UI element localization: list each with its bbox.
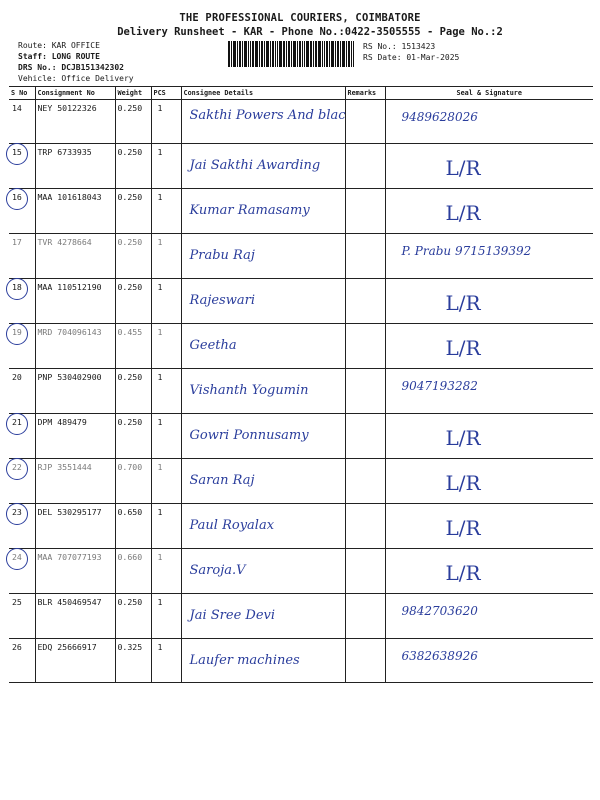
cell-pcs: 1 bbox=[151, 279, 181, 324]
cell-weight: 0.250 bbox=[115, 100, 151, 144]
sno-text: 26 bbox=[12, 642, 22, 652]
signature-handwriting: P. Prabu 9715139392 bbox=[401, 244, 532, 258]
signature-handwriting: L/R bbox=[445, 201, 481, 225]
consignee-handwriting: Rajeswari bbox=[189, 293, 255, 308]
cell-remarks bbox=[345, 369, 385, 414]
table-header-row bbox=[9, 87, 593, 100]
ink-circle-mark bbox=[6, 413, 28, 435]
cell-weight: 0.325 bbox=[115, 639, 151, 683]
table-row bbox=[9, 504, 593, 549]
ink-circle-mark bbox=[6, 278, 28, 300]
staff-label: Staff: LONG ROUTE bbox=[18, 52, 100, 61]
cell-sno bbox=[9, 594, 35, 639]
cell-consignee bbox=[181, 100, 345, 144]
rs-date: RS Date: 01-Mar-2025 bbox=[363, 53, 460, 62]
cell-consignee bbox=[181, 144, 345, 189]
cell-weight: 0.455 bbox=[115, 324, 151, 369]
cell-seal-signature bbox=[385, 639, 593, 683]
cell-pcs: 1 bbox=[151, 504, 181, 549]
runsheet-table bbox=[9, 86, 593, 683]
cell-weight: 0.250 bbox=[115, 414, 151, 459]
cell-consignee bbox=[181, 279, 345, 324]
cell-consignee bbox=[181, 234, 345, 279]
table-row bbox=[9, 189, 593, 234]
cell-seal-signature bbox=[385, 100, 593, 144]
cell-consignment: MAA 707077193 bbox=[35, 549, 115, 594]
cell-seal-signature bbox=[385, 459, 593, 504]
cell-weight: 0.650 bbox=[115, 504, 151, 549]
cell-consignee bbox=[181, 189, 345, 234]
signature-handwriting: L/R bbox=[445, 471, 481, 495]
signature-handwriting: L/R bbox=[445, 291, 481, 315]
cell-consignment: RJP 3551444 bbox=[35, 459, 115, 504]
cell-seal-signature bbox=[385, 144, 593, 189]
cell-weight: 0.660 bbox=[115, 549, 151, 594]
signature-handwriting: L/R bbox=[445, 426, 481, 450]
cell-consignee bbox=[181, 459, 345, 504]
cell-pcs: 1 bbox=[151, 549, 181, 594]
cell-seal-signature bbox=[385, 234, 593, 279]
consignee-handwriting: Prabu Raj bbox=[189, 248, 255, 263]
table-row bbox=[9, 100, 593, 144]
table-row bbox=[9, 549, 593, 594]
cell-sno bbox=[9, 144, 35, 189]
cell-remarks bbox=[345, 100, 385, 144]
cell-seal-signature bbox=[385, 594, 593, 639]
consignee-handwriting: Sakthi Powers And blac bbox=[189, 108, 346, 123]
cell-consignment: TRP 6733935 bbox=[35, 144, 115, 189]
cell-pcs: 1 bbox=[151, 144, 181, 189]
cell-remarks bbox=[345, 639, 385, 683]
col-pcs: PCS bbox=[151, 87, 181, 100]
cell-pcs: 1 bbox=[151, 459, 181, 504]
cell-consignment: DPM 489479 bbox=[35, 414, 115, 459]
ink-circle-mark bbox=[6, 458, 28, 480]
signature-handwriting: 9489628026 bbox=[401, 110, 478, 124]
signature-handwriting: L/R bbox=[445, 516, 481, 540]
cell-remarks bbox=[345, 594, 385, 639]
cell-seal-signature bbox=[385, 279, 593, 324]
cell-sno bbox=[9, 100, 35, 144]
table-row bbox=[9, 324, 593, 369]
signature-handwriting: 9047193282 bbox=[401, 379, 478, 393]
cell-consignment: NEY 50122326 bbox=[35, 100, 115, 144]
cell-pcs: 1 bbox=[151, 639, 181, 683]
cell-remarks bbox=[345, 504, 385, 549]
table-row bbox=[9, 594, 593, 639]
cell-remarks bbox=[345, 189, 385, 234]
drs-number: DRS No.: DCJB151342302 bbox=[18, 63, 124, 72]
cell-weight: 0.250 bbox=[115, 279, 151, 324]
cell-sno bbox=[9, 639, 35, 683]
col-consignee: Consignee Details bbox=[181, 87, 345, 100]
cell-remarks bbox=[345, 459, 385, 504]
sno-text: 19 bbox=[12, 327, 22, 337]
sno-text: 21 bbox=[12, 417, 22, 427]
col-consignment: Consignment No bbox=[35, 87, 115, 100]
barcode-image bbox=[228, 41, 354, 67]
col-weight: Weight bbox=[115, 87, 151, 100]
cell-seal-signature bbox=[385, 369, 593, 414]
consignee-handwriting: Kumar Ramasamy bbox=[189, 203, 310, 218]
consignee-handwriting: Saroja.V bbox=[189, 563, 246, 578]
cell-sno bbox=[9, 549, 35, 594]
cell-sno bbox=[9, 369, 35, 414]
cell-pcs: 1 bbox=[151, 234, 181, 279]
ink-circle-mark bbox=[6, 323, 28, 345]
cell-remarks bbox=[345, 324, 385, 369]
cell-weight: 0.250 bbox=[115, 189, 151, 234]
ink-circle-mark bbox=[6, 503, 28, 525]
sno-text: 15 bbox=[12, 147, 22, 157]
consignee-handwriting: Saran Raj bbox=[189, 473, 255, 488]
cell-pcs: 1 bbox=[151, 100, 181, 144]
signature-handwriting: L/R bbox=[445, 336, 481, 360]
cell-weight: 0.250 bbox=[115, 144, 151, 189]
cell-remarks bbox=[345, 234, 385, 279]
cell-remarks bbox=[345, 414, 385, 459]
col-sno: S No bbox=[9, 87, 35, 100]
cell-consignment: BLR 450469547 bbox=[35, 594, 115, 639]
cell-consignee bbox=[181, 414, 345, 459]
cell-consignment: MAA 110512190 bbox=[35, 279, 115, 324]
table-row bbox=[9, 414, 593, 459]
signature-handwriting: L/R bbox=[445, 156, 481, 180]
cell-seal-signature bbox=[385, 324, 593, 369]
consignee-handwriting: Jai Sakthi Awarding bbox=[189, 158, 321, 173]
cell-pcs: 1 bbox=[151, 324, 181, 369]
signature-handwriting: 9842703620 bbox=[401, 604, 478, 618]
cell-pcs: 1 bbox=[151, 414, 181, 459]
cell-consignee bbox=[181, 324, 345, 369]
cell-consignment: MRD 704096143 bbox=[35, 324, 115, 369]
cell-pcs: 1 bbox=[151, 189, 181, 234]
ink-circle-mark bbox=[6, 143, 28, 165]
cell-consignee bbox=[181, 594, 345, 639]
table-row bbox=[9, 459, 593, 504]
cell-consignment: PNP 530402900 bbox=[35, 369, 115, 414]
cell-sno bbox=[9, 414, 35, 459]
route-label: Route: KAR OFFICE bbox=[18, 41, 100, 50]
sno-text: 17 bbox=[12, 237, 22, 247]
runsheet-subtitle: Delivery Runsheet - KAR - Phone No.:0422-3505555 - Page No.:2 bbox=[117, 26, 503, 38]
cell-sno bbox=[9, 189, 35, 234]
cell-consignment: TVR 4278664 bbox=[35, 234, 115, 279]
cell-seal-signature bbox=[385, 189, 593, 234]
cell-weight: 0.250 bbox=[115, 234, 151, 279]
cell-seal-signature bbox=[385, 549, 593, 594]
ink-circle-mark bbox=[6, 548, 28, 570]
cell-sno bbox=[9, 324, 35, 369]
cell-weight: 0.700 bbox=[115, 459, 151, 504]
cell-sno bbox=[9, 234, 35, 279]
sno-text: 14 bbox=[12, 103, 22, 113]
sno-text: 24 bbox=[12, 552, 22, 562]
cell-weight: 0.250 bbox=[115, 369, 151, 414]
cell-remarks bbox=[345, 549, 385, 594]
consignee-handwriting: Geetha bbox=[189, 338, 237, 353]
cell-seal-signature bbox=[385, 504, 593, 549]
signature-handwriting: 6382638926 bbox=[401, 649, 478, 663]
sno-text: 22 bbox=[12, 462, 22, 472]
col-seal-signature: Seal & Signature bbox=[385, 87, 593, 100]
cell-sno bbox=[9, 504, 35, 549]
cell-consignment: MAA 101618043 bbox=[35, 189, 115, 234]
cell-weight: 0.250 bbox=[115, 594, 151, 639]
cell-consignee bbox=[181, 639, 345, 683]
cell-consignee bbox=[181, 369, 345, 414]
cell-consignee bbox=[181, 549, 345, 594]
sno-text: 16 bbox=[12, 192, 22, 202]
company-title: THE PROFESSIONAL COURIERS, COIMBATORE bbox=[179, 12, 421, 24]
cell-sno bbox=[9, 279, 35, 324]
vehicle-label: Vehicle: Office Delivery bbox=[18, 74, 134, 83]
rs-number: RS No.: 1513423 bbox=[363, 42, 436, 51]
cell-remarks bbox=[345, 279, 385, 324]
cell-sno bbox=[9, 459, 35, 504]
cell-pcs: 1 bbox=[151, 369, 181, 414]
signature-handwriting: L/R bbox=[445, 561, 481, 585]
cell-consignment: DEL 530295177 bbox=[35, 504, 115, 549]
cell-pcs: 1 bbox=[151, 594, 181, 639]
consignee-handwriting: Gowri Ponnusamy bbox=[189, 428, 309, 443]
sno-text: 25 bbox=[12, 597, 22, 607]
col-remarks: Remarks bbox=[345, 87, 385, 100]
consignee-handwriting: Jai Sree Devi bbox=[189, 608, 276, 623]
cell-consignment: EDQ 25666917 bbox=[35, 639, 115, 683]
table-row bbox=[9, 279, 593, 324]
consignee-handwriting: Paul Royalax bbox=[189, 518, 275, 533]
ink-circle-mark bbox=[6, 188, 28, 210]
cell-seal-signature bbox=[385, 414, 593, 459]
sno-text: 18 bbox=[12, 282, 22, 292]
cell-consignee bbox=[181, 504, 345, 549]
sno-text: 20 bbox=[12, 372, 22, 382]
sno-text: 23 bbox=[12, 507, 22, 517]
table-row bbox=[9, 234, 593, 279]
table-row bbox=[9, 639, 593, 683]
consignee-handwriting: Vishanth Yogumin bbox=[189, 383, 309, 398]
consignee-handwriting: Laufer machines bbox=[189, 653, 300, 668]
cell-remarks bbox=[345, 144, 385, 189]
table-row bbox=[9, 369, 593, 414]
table-row bbox=[9, 144, 593, 189]
